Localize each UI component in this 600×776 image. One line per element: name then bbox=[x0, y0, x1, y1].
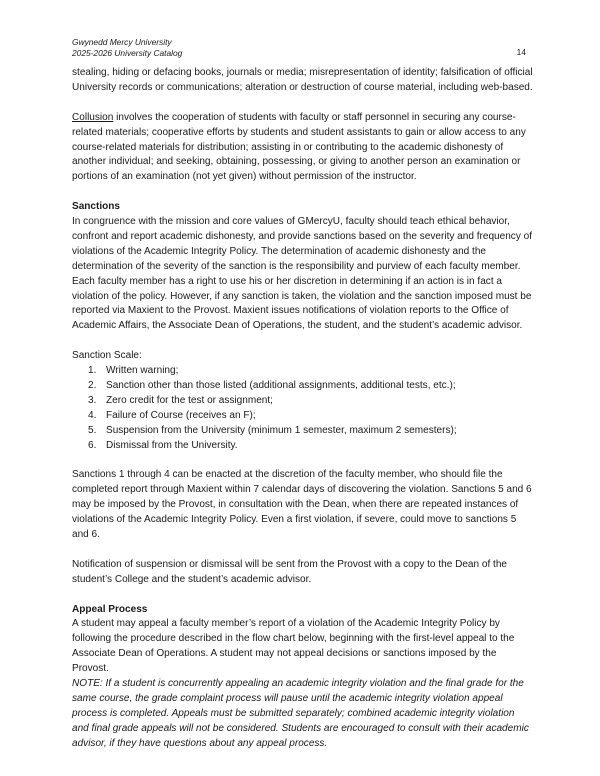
notification-paragraph: Notification of suspension or dismissal will be sent from the Provost with a copy to the Dean of the student’s College and the student’s academic advisor. bbox=[72, 558, 508, 585]
sanction-scale-label: Sanction Scale: bbox=[72, 350, 142, 362]
appeal-heading: Appeal Process bbox=[72, 603, 148, 615]
list-item-text: Failure of Course (receives an F); bbox=[106, 409, 256, 421]
appeal-note: NOTE: If a student is concurrently appealing an academic integrity violation and the final grade for the same course, the grade complaint process will pause until the academic integrity violation appeal process is completed. Appeals must be submitted separately; combined academic integrity violation and final grade appeals will not be considered. Students are encouraged to consult with their academic advisor, if they have questions about any appeal process. bbox=[72, 678, 529, 749]
list-item-number: 1. bbox=[88, 365, 97, 377]
page-body bbox=[72, 66, 534, 752]
list-item-number: 4. bbox=[88, 409, 97, 421]
list-item bbox=[72, 394, 534, 409]
appeal-paragraph: A student may appeal a faculty member’s report of a violation of the Academic Integrity Policy by following the procedure described in the flow chart below, beginning with the first-level appeal to the Associate Dean of Operations. A student may not appeal decisions or sanctions imposed by the Provost. bbox=[72, 618, 515, 675]
sanction-scale-list bbox=[72, 364, 534, 453]
list-item bbox=[72, 379, 534, 394]
header-university: Gwynedd Mercy University bbox=[72, 37, 172, 47]
list-item-text: Sanction other than those listed (additional assignments, additional tests, etc.); bbox=[106, 379, 456, 391]
list-item-number: 5. bbox=[88, 424, 97, 436]
continued-paragraph: stealing, hiding or defacing books, journals or media; misrepresentation of identity; falsification of official University records or communications; alteration or destruction of course material, including web-based. bbox=[72, 67, 533, 93]
list-item-text: Written warning; bbox=[106, 365, 179, 377]
list-item bbox=[72, 424, 534, 439]
list-item-text: Suspension from the University (minimum 1 semester, maximum 2 semesters); bbox=[106, 424, 457, 436]
list-item-number: 2. bbox=[88, 379, 97, 391]
collusion-term: Collusion bbox=[72, 111, 114, 123]
page-number: 14 bbox=[516, 47, 526, 57]
list-item bbox=[72, 439, 534, 454]
collusion-text: involves the cooperation of students with faculty or staff personnel in securing any course-related materials; cooperative efforts by students and student assistants to gain or allow access to any course-related materials for distribution; assisting in or contributing to the academic dishonesty of another individual; and seeking, obtaining, possessing, or giving to another person an examination or portions of an examination (not yet given) without permission of the instructor. bbox=[72, 111, 526, 183]
list-item-number: 3. bbox=[88, 394, 97, 406]
list-item bbox=[72, 409, 534, 424]
discretion-paragraph: Sanctions 1 through 4 can be enacted at the discretion of the faculty member, who should file the completed report through Maxient within 7 calendar days of discovering the violation. Sanctions 5 and 6 may be imposed by the Provost, in consultation with the Dean, when there are repeated instances of violations of the Academic Integrity Policy. Even a first violation, if severe, could move to sanctions 5 and 6. bbox=[72, 469, 532, 541]
list-item bbox=[72, 364, 534, 379]
running-header bbox=[72, 37, 532, 58]
list-item-text: Dismissal from the University. bbox=[106, 439, 238, 451]
header-catalog: 2025-2026 University Catalog bbox=[72, 47, 183, 58]
list-item-text: Zero credit for the test or assignment; bbox=[106, 394, 273, 406]
sanctions-heading: Sanctions bbox=[72, 201, 121, 213]
collusion-paragraph bbox=[72, 111, 534, 186]
list-item-number: 6. bbox=[88, 439, 97, 451]
sanctions-paragraph: In congruence with the mission and core values of GMercyU, faculty should teach ethical behavior, confront and report academic dishonesty, and provide sanctions based on the severity and frequency of violations of the Academic Integrity Policy. The determination of academic dishonesty and the determination of the severity of the sanction is the responsibility and purview of each faculty member. Each faculty member has a right to use his or her discretion in determining if an action is in fact a violation of the policy. However, if any sanction is taken, the violation and the sanction imposed must be reported via Maxient to the Provost. Maxient issues notifications of violation reports to the Office of Academic Affairs, the Associate Dean of Operations, the student, and the student’s academic advisor. bbox=[72, 216, 533, 332]
